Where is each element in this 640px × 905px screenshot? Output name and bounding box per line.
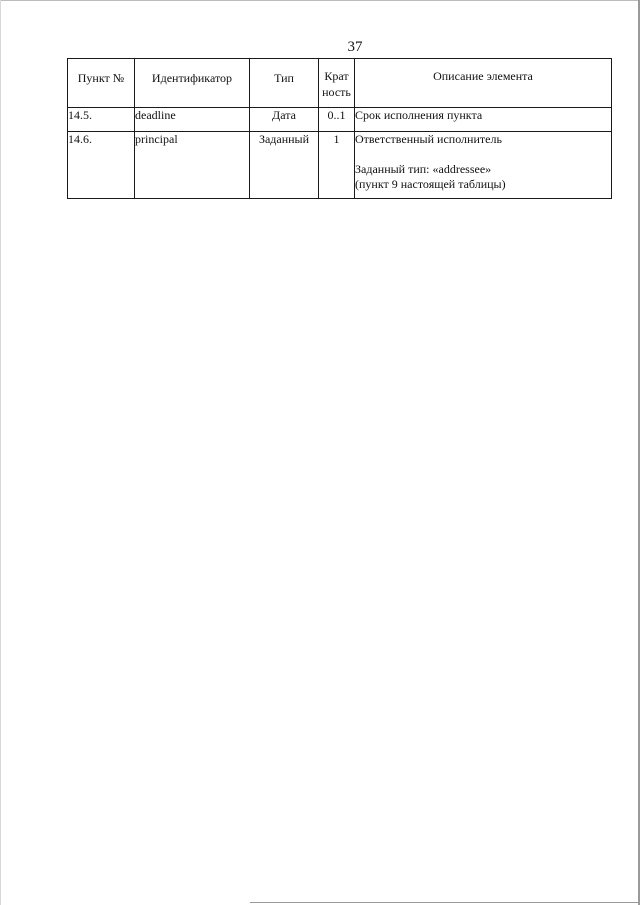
- header-type: [250, 59, 319, 108]
- element-table: [67, 58, 612, 199]
- description-line: Срок исполнения пункта: [355, 108, 483, 122]
- scan-edge-bottom: [250, 902, 640, 903]
- cell-description: [355, 132, 612, 199]
- header-id-label: Идентификатор: [151, 71, 233, 85]
- table-row: [68, 108, 612, 132]
- description-gap: [355, 147, 611, 162]
- header-multiplicity-label: Крат ность: [322, 69, 351, 99]
- page-number: 37: [347, 39, 363, 55]
- description-line: Заданный тип: «addressee»: [355, 162, 492, 176]
- description-line: (пункт 9 настоящей таблицы): [355, 177, 506, 191]
- scan-edge-left: [0, 0, 1, 905]
- header-id: [135, 59, 250, 108]
- header-multiplicity: [319, 59, 355, 108]
- cell-multiplicity: 0..1: [319, 108, 355, 132]
- header-type-label: Тип: [274, 71, 294, 85]
- header-num-label: Пункт №: [77, 71, 125, 85]
- cell-multiplicity: 1: [319, 132, 355, 199]
- table-header-row: [68, 59, 612, 108]
- cell-type: Заданный: [250, 132, 319, 199]
- scan-edge-top: [0, 0, 640, 1]
- description-line: Ответственный исполнитель: [355, 132, 502, 146]
- cell-id: deadline: [135, 108, 250, 132]
- cell-num: 14.5.: [68, 108, 135, 132]
- header-description: [355, 59, 612, 108]
- cell-id: principal: [135, 132, 250, 199]
- table-row: [68, 132, 612, 199]
- cell-type: Дата: [250, 108, 319, 132]
- cell-num: 14.6.: [68, 132, 135, 199]
- header-num: [68, 59, 135, 108]
- cell-description: [355, 108, 612, 132]
- header-description-label: Описание элемента: [433, 69, 533, 83]
